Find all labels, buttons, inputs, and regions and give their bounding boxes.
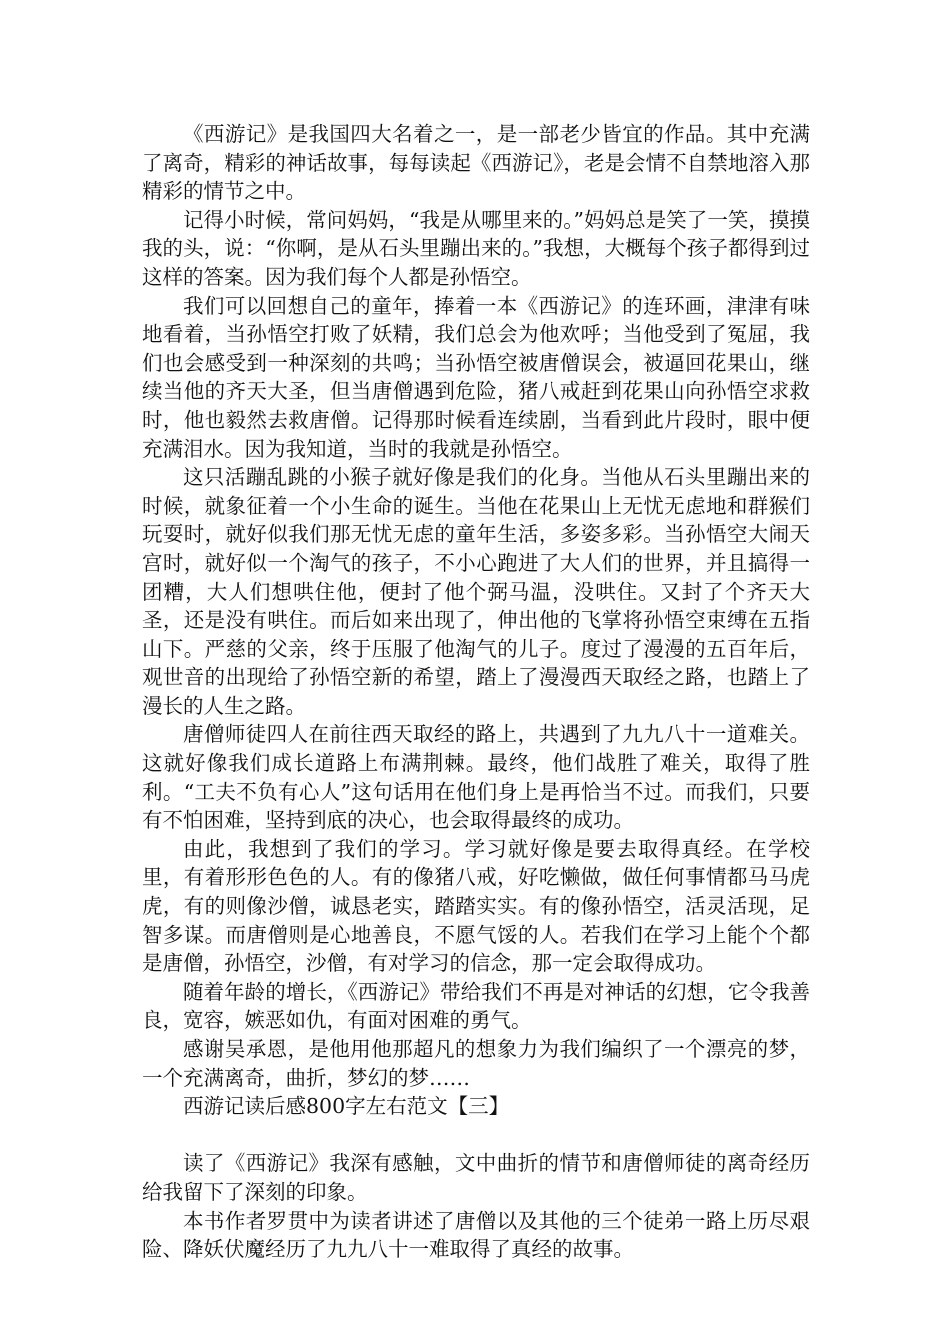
- section-spacer: [142, 1121, 810, 1150]
- paragraph-intro: 《西游记》是我国四大名着之一，是一部老少皆宜的作品。其中充满了离奇，精彩的神话故事，每每读起《西游记》，老是会情不自禁地溶入那精彩的情节之中。: [142, 122, 810, 204]
- paragraph-eighty-one-trials: 唐僧师徒四人在前往西天取经的路上，共遇到了九九八十一道难关。这就好像我们成长道路上布满荆棘。最终，他们战胜了难关，取得了胜利。“工夫不负有心人”这句话用在他们身上是再恰当不过。而我们，只要有不怕困难，坚持到底的决心，也会取得最终的成功。: [142, 722, 810, 833]
- document-page: [142, 120, 810, 1264]
- paragraph-childhood-question: 记得小时候，常问妈妈，“我是从哪里来的。”妈妈总是笑了一笑，摸摸我的头，说：“你啊，是从石头里蹦出来的。”我想，大概每个孩子都得到过这样的答案。因为我们每个人都是孙悟空。: [142, 207, 810, 289]
- section-heading: 西游记读后感800字左右范文【三】: [183, 1094, 510, 1119]
- paragraph-growing-up: 随着年龄的增长，《西游记》带给我们不再是对神话的幻想，它令我善良，宽容，嫉恶如仇，有面对困难的勇气。: [142, 979, 810, 1033]
- paragraph-comic-memories: 我们可以回想自己的童年，捧着一本《西游记》的连环画，津津有味地看着，当孙悟空打败了妖精，我们总会为他欢呼；当他受到了冤屈，我们也会感受到一种深刻的共鸣；当孙悟空被唐僧误会，被逼回花果山，继续当他的齐天大圣，但当唐僧遇到危险，猪八戒赶到花果山向孙悟空求救时，他也毅然去救唐僧。记得那时候看连续剧，当看到此片段时，眼中便充满泪水。因为我知道，当时的我就是孙悟空。: [142, 293, 810, 461]
- paragraph-thanks-author: 感谢吴承恩，是他用他那超凡的想象力为我们编织了一个漂亮的梦，一个充满离奇，曲折，梦幻的梦……: [142, 1037, 810, 1090]
- paragraph-learning: 由此，我想到了我们的学习。学习就好像是要去取得真经。在学校里，有着形形色色的人。有的像猪八戒，好吃懒做，做任何事情都马马虎虎，有的则像沙僧，诚恳老实，踏踏实实。有的像孙悟空，活灵活现，足智多谋。而唐僧则是心地善良，不愿气馁的人。若我们在学习上能个个都是唐僧，孙悟空，沙僧，有对学习的信念，那一定会取得成功。: [142, 836, 810, 976]
- paragraph-section3-summary: 本书作者罗贯中为读者讲述了唐僧以及其他的三个徒弟一路上历尽艰险、降妖伏魔经历了九九八十一难取得了真经的故事。: [142, 1208, 810, 1262]
- paragraph-section3-intro: 读了《西游记》我深有感触，文中曲折的情节和唐僧师徒的离奇经历给我留下了深刻的印象。: [142, 1151, 810, 1204]
- paragraph-monkey-incarnation: 这只活蹦乱跳的小猴子就好像是我们的化身。当他从石头里蹦出来的时候，就象征着一个小生命的诞生。当他在花果山上无忧无虑地和群猴们玩耍时，就好似我们那无忧无虑的童年生活，多姿多彩。当孙悟空大闹天宫时，就好似一个淘气的孩子，不小心跑进了大人们的世界，并且搞得一团糟，大人们想哄住他，便封了他个弼马温，没哄住。又封了个齐天大圣，还是没有哄住。而后如来出现了，伸出他的飞掌将孙悟空束缚在五指山下。严慈的父亲，终于压服了他淘气的儿子。度过了漫漫的五百年后，观世音的出现给了孙悟空新的希望，踏上了漫漫西天取经之路，也踏上了漫长的人生之路。: [142, 465, 810, 718]
